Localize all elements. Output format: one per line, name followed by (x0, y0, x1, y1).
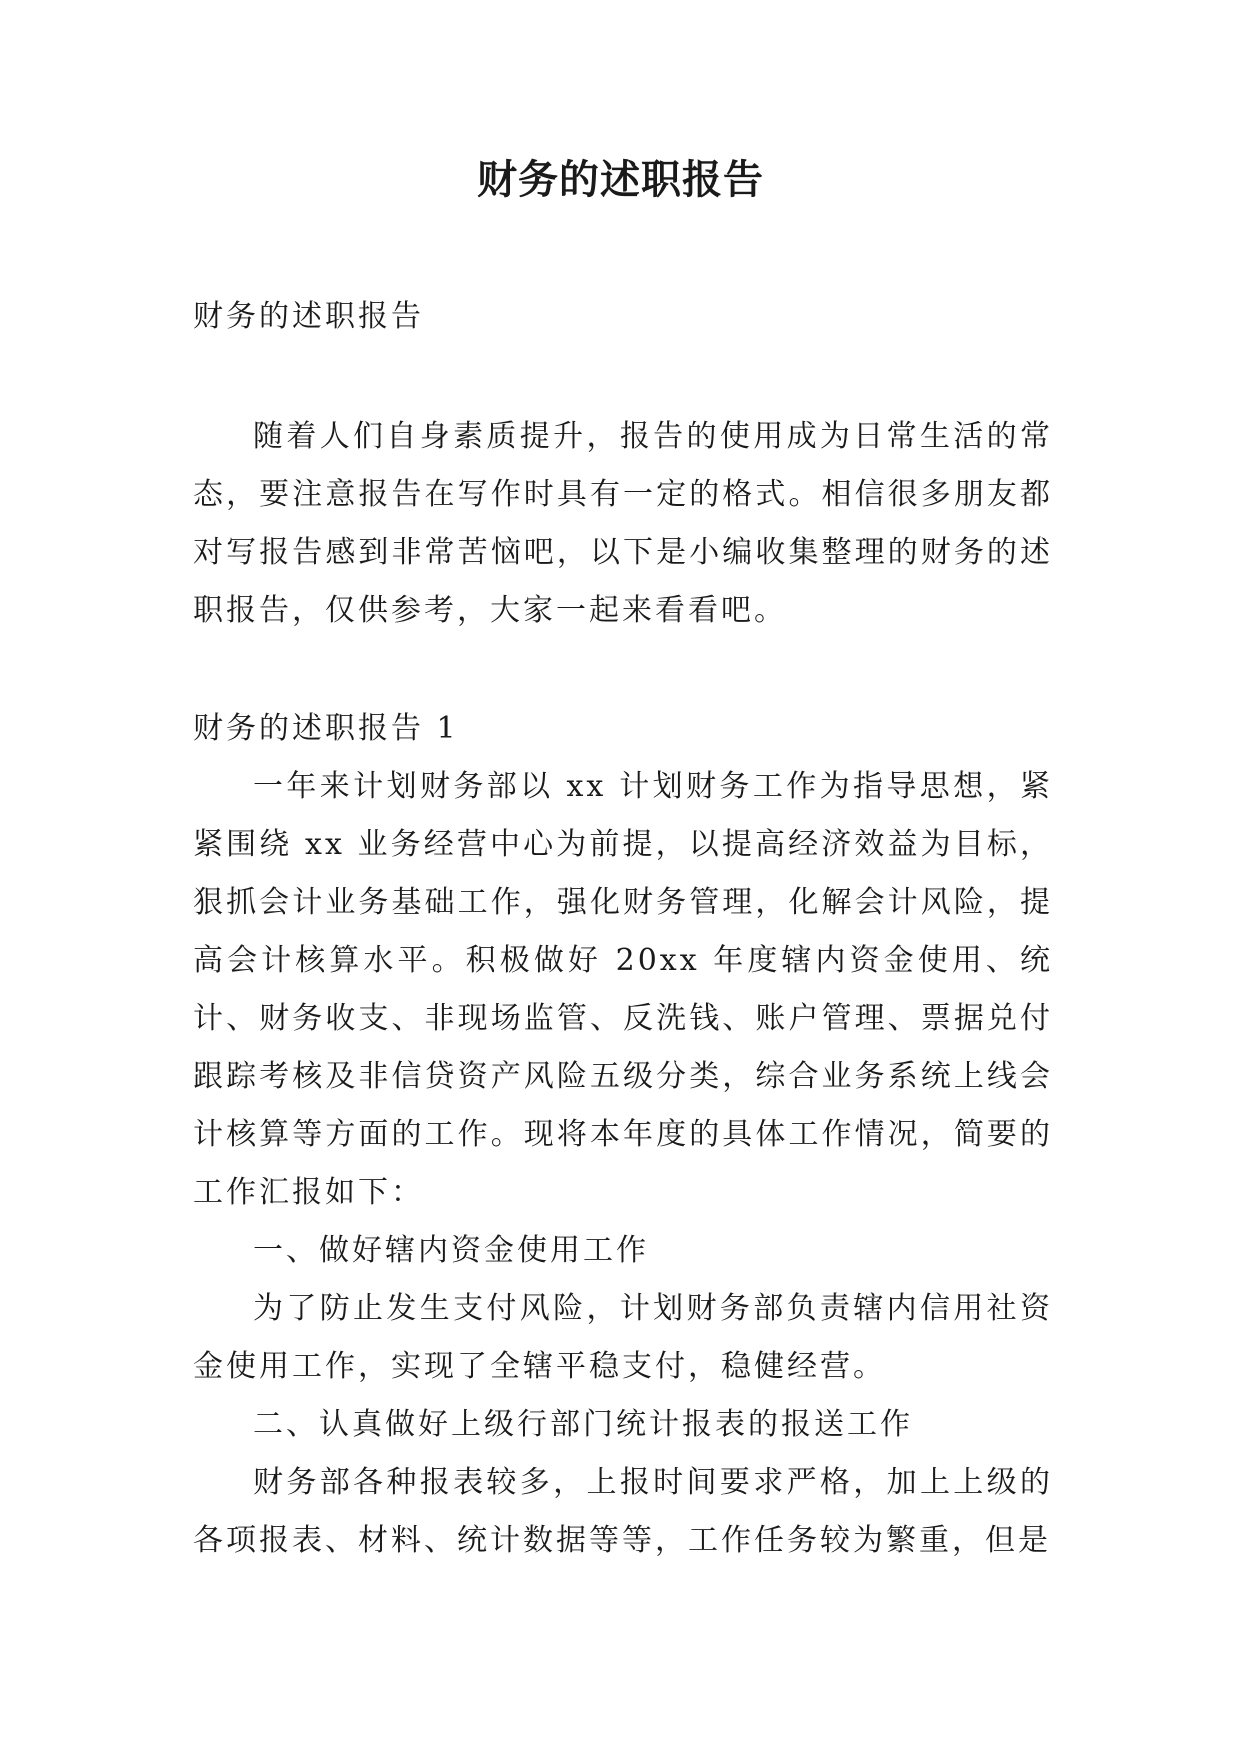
subsection-heading: 一、做好辖内资金使用工作 (253, 1233, 649, 1268)
body-paragraph: 一年来计划财务部以 xx 计划财务工作为指导思想，紧紧围绕 xx 业务经营中心为前提，以提高经济效益为目标，狠抓会计业务基础工作，强化财务管理，化解会计风险，提高会计核算水平。积极做好 20xx 年度辖内资金使用、统计、财务收支、非现场监管、反洗钱、账户管理、票据兑付跟踪考核及非信贷资产风险五级分类，综合业务系统上线会计核算等方面的工作。现将本年度的具体工作情况，简要的工作汇报如下： (193, 769, 1053, 1210)
document-body (193, 288, 1053, 1570)
subsection-heading: 二、认真做好上级行部门统计报表的报送工作 (253, 1407, 913, 1442)
body-paragraph: 为了防止发生支付风险，计划财务部负责辖内信用社资金使用工作，实现了全辖平稳支付，稳健经营。 (193, 1291, 1053, 1384)
section-heading: 财务的述职报告 1 (193, 711, 459, 746)
spacer (193, 640, 1053, 700)
intro-paragraph: 随着人们自身素质提升，报告的使用成为日常生活的常态，要注意报告在写作时具有一定的格式。相信很多朋友都对写报告感到非常苦恼吧，以下是小编收集整理的财务的述职报告，仅供参考，大家一起来看看吧。 (193, 419, 1053, 628)
document-subtitle: 财务的述职报告 (193, 299, 424, 334)
document-title: 财务的述职报告 (477, 157, 764, 203)
body-paragraph: 财务部各种报表较多，上报时间要求严格，加上上级的各项报表、材料、统计数据等等，工作任务较为繁重，但是 (193, 1465, 1053, 1558)
spacer (193, 346, 1053, 408)
